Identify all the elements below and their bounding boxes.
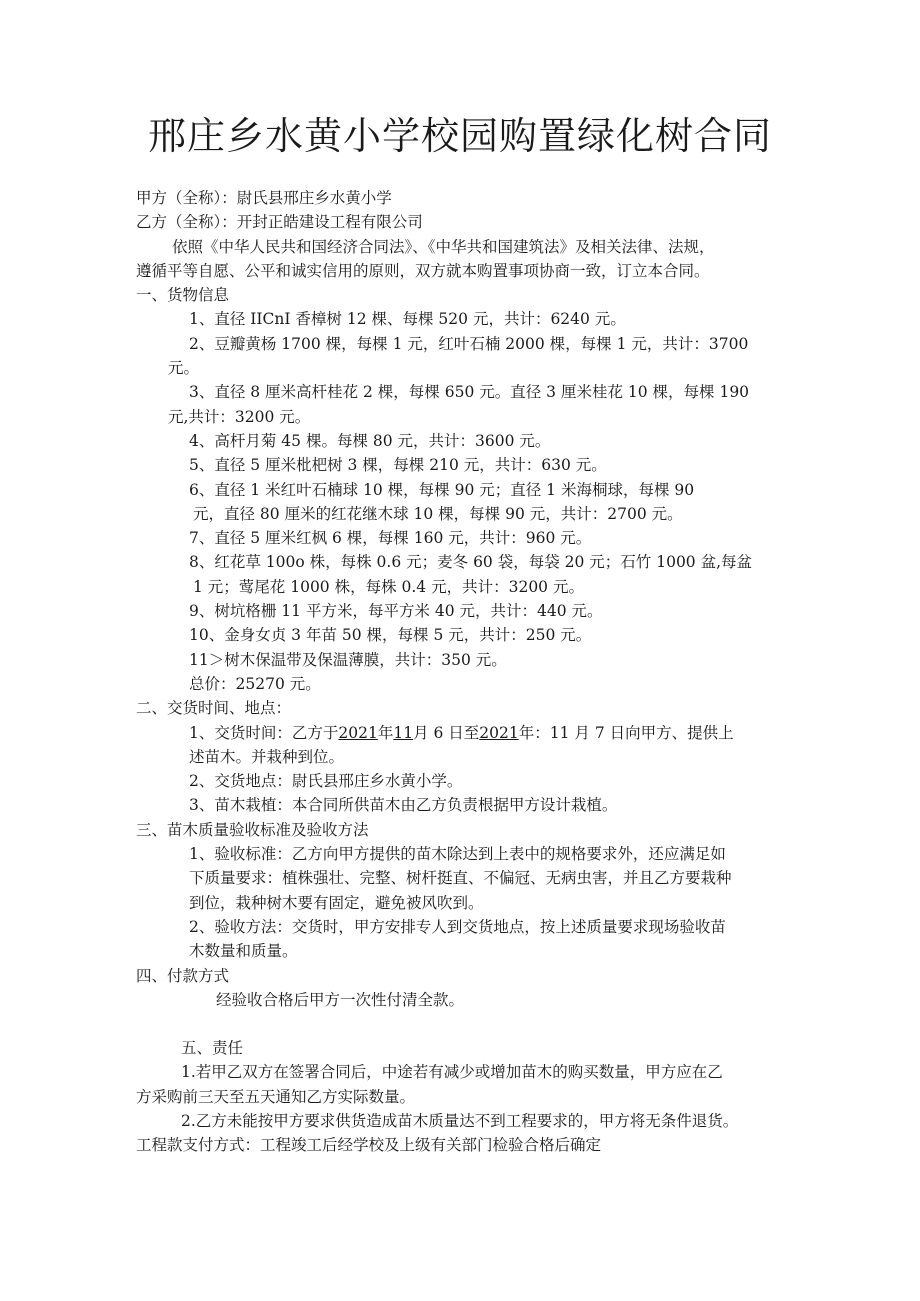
goods-item-text: 8、红花草 100o 株，每株 0.6 元；麦冬 60 袋，每袋 20 元；石竹 1000 盆,每盆 — [189, 553, 753, 572]
delivery-place — [136, 769, 796, 793]
goods-list — [136, 307, 796, 696]
intro-paragraph — [136, 235, 796, 284]
goods-item-text: 1 元；莺尾花 1000 株，每株 0.4 元，共计：3200 元。 — [193, 577, 584, 596]
acceptance-standard — [136, 842, 796, 915]
total-price-text: 总价：25270 元。 — [189, 674, 321, 693]
delivery-place-text: 2、交货地点：尉氏县邢庄乡水黄小学。 — [189, 772, 463, 791]
acceptance-standard-text: 到位，栽种树木要有固定，避免被风吹到。 — [189, 893, 484, 912]
goods-item — [136, 453, 796, 477]
goods-item — [136, 623, 796, 647]
goods-item-text: 6、直径 1 米红叶石楠球 10 棵，每棵 90 元；直径 1 米海桐球，每棵 90 — [189, 480, 695, 499]
section-5-heading: 五、责任 — [181, 1039, 244, 1058]
liability-text: 2.乙方未能按甲方要求供货造成苗木质量达不到工程要求的，甲方将无条件退货。 — [181, 1111, 739, 1130]
goods-item-text: 3、直径 8 厘米高杆桂花 2 棵，每棵 650 元。直径 3 厘米桂花 10 棵，每棵 190 — [189, 383, 750, 402]
intro-line: 依照《中华人民共和国经济合同法》、《中华共和国建筑法》及相关法律、法规， — [172, 237, 715, 256]
acceptance-standard-text: 1、验收标准：乙方向甲方提供的苗木除达到上表中的规格要求外，还应满足如 — [189, 845, 726, 864]
liability-clause-1 — [136, 1060, 796, 1109]
goods-item-text: 1、直径 IICnI 香樟树 12 棵、每棵 520 元，共计：6240 元。 — [189, 310, 626, 329]
goods-item-text: 元,共计：3200 元。 — [168, 407, 311, 426]
planting-text: 3、苗木栽植：本合同所供苗木由乙方负责根据甲方设计栽植。 — [189, 796, 618, 815]
goods-item-text: 10、金身女贞 3 年苗 50 棵，每棵 5 元，共计：250 元。 — [189, 626, 592, 645]
acceptance-method-text: 木数量和质量。 — [189, 942, 298, 961]
goods-item — [136, 648, 796, 672]
intro-line: 遵循平等自愿、公平和诚实信用的原则，双方就本购置事项协商一致，订立本合同。 — [136, 261, 710, 280]
goods-item-text: 9、树坑格栅 11 平方米，每平方米 40 元，共计：440 元。 — [189, 602, 603, 621]
delivery-year-char: 年 — [377, 723, 394, 742]
goods-item — [136, 526, 796, 550]
payment-text: 经验收合格后甲方一次性付清全款。 — [216, 990, 465, 1009]
goods-item — [136, 332, 796, 381]
party-a: 甲方（全称）：尉氏县邢庄乡水黄小学 — [136, 189, 392, 207]
goods-item — [136, 550, 796, 599]
party-b: 乙方（全称）：开封正皓建设工程有限公司 — [136, 213, 423, 232]
delivery-time — [136, 721, 796, 770]
contract-body — [136, 186, 796, 1158]
goods-item — [136, 307, 796, 331]
goods-item-text: 7、直径 5 厘米红枫 6 棵，每棵 160 元，共计：960 元。 — [189, 529, 592, 548]
section-1-heading: 一、货物信息 — [136, 286, 230, 305]
liability-clause-2 — [136, 1109, 796, 1158]
acceptance-method-text: 2、验收方法：交货时，甲方安排专人到交货地点，按上述质量要求现场验收苗 — [189, 917, 726, 936]
delivery-start-year: 2021 — [338, 723, 378, 742]
liability-text: 1.若甲乙双方在签署合同后，中途若有减少或增加苗木的购买数量，甲方应在乙 — [181, 1063, 723, 1082]
goods-item-text: 11＞树木保温带及保温薄膜，共计：350 元。 — [189, 650, 507, 669]
delivery-end-year: 2021 — [479, 723, 519, 742]
goods-item — [136, 429, 796, 453]
liability-text: 方采购前三天至五天通知乙方实际数量。 — [136, 1087, 416, 1106]
delivery-start-month: 11 — [393, 723, 414, 742]
delivery-time-suffix: 年：11 月 7 日向甲方、提供上 — [518, 723, 734, 742]
section-4-heading: 四、付款方式 — [136, 966, 230, 985]
delivery-time-cont: 述苗木。并栽种到位。 — [189, 747, 345, 766]
goods-item — [136, 478, 796, 527]
goods-item — [136, 599, 796, 623]
planting-clause — [136, 793, 796, 817]
delivery-mid: 月 6 日至 — [413, 723, 480, 742]
section-2-heading: 二、交货时间、地点： — [136, 699, 292, 718]
acceptance-standard-text: 下质量要求：植株强壮、完整、树杆挺直、不偏冠、无病虫害，并且乙方要栽种 — [189, 869, 732, 888]
goods-item-text: 2、豆瓣黄杨 1700 棵，每棵 1 元，红叶石楠 2000 棵，每棵 1 元，共计：3700 — [189, 334, 749, 353]
total-price — [136, 672, 796, 696]
goods-item — [136, 380, 796, 429]
goods-item-text: 5、直径 5 厘米枇杷树 3 棵，每棵 210 元，共计：630 元。 — [189, 456, 607, 475]
goods-item-text: 4、高杆月菊 45 棵。每棵 80 元，共计：3600 元。 — [189, 431, 551, 450]
acceptance-method — [136, 915, 796, 964]
payment-method-text: 工程款支付方式：工程竣工后经学校及上级有关部门检验合格后确定 — [136, 1136, 602, 1155]
delivery-time-line — [136, 721, 796, 745]
contract-title: 邢庄乡水黄小学校园购置绿化树合同 — [147, 114, 772, 158]
delivery-time-prefix: 1、交货时间：乙方于 — [189, 723, 339, 742]
goods-item-text: 元，直径 80 厘米的红花继木球 10 棵，每棵 90 元，共计：2700 元。 — [193, 504, 683, 523]
section-3-heading: 三、苗木质量验收标准及验收方法 — [136, 820, 369, 839]
spacer — [136, 1012, 796, 1036]
goods-item-text: 元。 — [168, 359, 200, 378]
